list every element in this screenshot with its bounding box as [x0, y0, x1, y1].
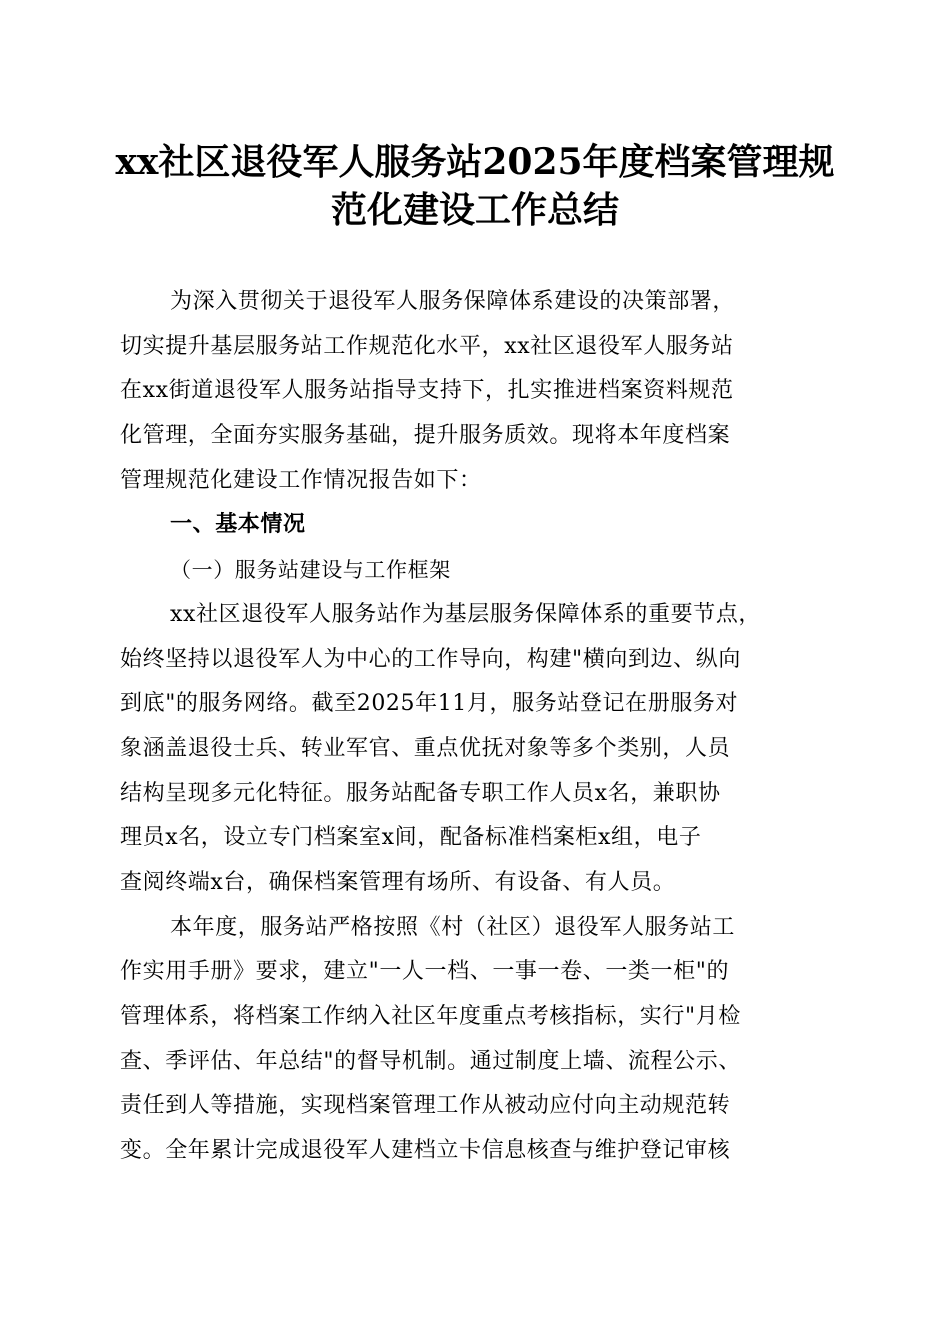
paragraph1-line: 象涵盖退役士兵、转业军官、重点优抚对象等多个类别，人员 — [120, 735, 731, 761]
paragraph2-line: 本年度，服务站严格按照《村（社区）退役军人服务站工 — [170, 914, 736, 940]
paragraph2-line: 责任到人等措施，实现档案管理工作从被动应付向主动规范转 — [120, 1093, 731, 1119]
document-title-line-1: xx社区退役军人服务站2025年度档案管理规 — [115, 141, 835, 183]
paragraph1-line: 始终坚持以退役军人为中心的工作导向，构建"横向到边、纵向 — [120, 646, 741, 672]
paragraph1-line: 查阅终端x台，确保档案管理有场所、有设备、有人员。 — [120, 869, 676, 895]
paragraph1-line: 理员x名，设立专门档案室x间，配备标准档案柜x组，电子 — [120, 825, 702, 851]
document-title-line-2: 范化建设工作总结 — [330, 189, 619, 231]
intro-line: 管理规范化建设工作情况报告如下： — [120, 467, 482, 493]
paragraph1-line: xx社区退役军人服务站作为基层服务保障体系的重要节点， — [170, 601, 762, 627]
subsection-heading-station-framework: （一）服务站建设与工作框架 — [170, 558, 451, 583]
document-body — [120, 280, 835, 1174]
paragraph2-line: 管理体系，将档案工作纳入社区年度重点考核指标，实行"月检 — [120, 1004, 741, 1029]
intro-line: 切实提升基层服务站工作规范化水平，xx社区退役军人服务站 — [120, 333, 734, 359]
paragraph1-line: 结构呈现多元化特征。服务站配备专职工作人员x名，兼职协 — [120, 780, 721, 806]
paragraph2-line: 作实用手册》要求，建立"一人一档、一事一卷、一类一柜"的 — [120, 959, 730, 985]
intro-line: 为深入贯彻关于退役军人服务保障体系建设的决策部署， — [170, 289, 736, 314]
section-heading-basic-situation: 一、基本情况 — [170, 512, 306, 538]
paragraph2-line: 查、季评估、年总结"的督导机制。通过制度上墙、流程公示、 — [120, 1048, 741, 1074]
paragraph1-line: 到底"的服务网络。截至2025年11月，服务站登记在册服务对 — [120, 691, 739, 717]
paragraph2-line: 变。全年累计完成退役军人建档立卡信息核查与维护登记审核 — [120, 1138, 731, 1164]
intro-line: 在xx街道退役军人服务站指导支持下，扎实推进档案资料规范 — [120, 378, 734, 404]
intro-line: 化管理，全面夯实服务基础，提升服务质效。现将本年度档案 — [120, 423, 731, 449]
